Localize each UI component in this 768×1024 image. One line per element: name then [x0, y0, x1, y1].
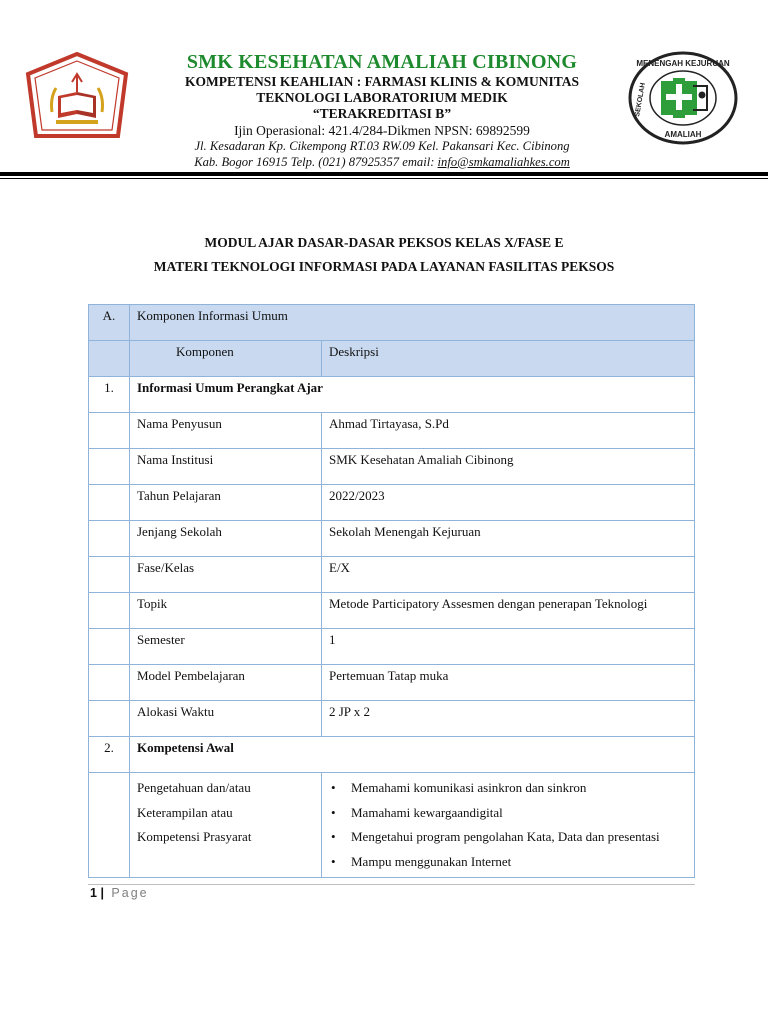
row-label: Alokasi Waktu [130, 701, 322, 737]
page-separator: | [100, 886, 104, 900]
row-value: 2022/2023 [322, 485, 695, 521]
row-label: Fase/Kelas [130, 557, 322, 593]
competency-line: KOMPETENSI KEAHLIAN : FARMASI KLINIS & KOMUNITAS [184, 74, 580, 89]
row-number-empty [89, 521, 130, 557]
section-2-number: 2. [89, 737, 130, 773]
prerequisite-row [89, 773, 695, 878]
prerequisite-list [329, 776, 687, 874]
prerequisite-label-line: Kompetensi Prasyarat [137, 829, 252, 844]
section-1-row [89, 377, 695, 413]
list-item: • Mengetahui program pengolahan Kata, Data dan presentasi [351, 825, 687, 850]
table-row [89, 701, 695, 737]
module-info-table [88, 304, 695, 878]
footer-divider [88, 884, 695, 885]
row-label: Tahun Pelajaran [130, 485, 322, 521]
row-number-empty [89, 413, 130, 449]
page-label: Page [111, 886, 149, 900]
row-value: 1 [322, 629, 695, 665]
column-header-deskripsi: Deskripsi [322, 341, 695, 377]
row-number-empty [89, 449, 130, 485]
row-number-empty [89, 665, 130, 701]
prerequisite-label [130, 773, 322, 878]
table-row [89, 665, 695, 701]
row-number-empty [89, 773, 130, 878]
section-a-row [89, 305, 695, 341]
section-2-row [89, 737, 695, 773]
header-divider-thin [0, 178, 768, 179]
school-name: SMK KESEHATAN AMALIAH CIBINONG [186, 51, 578, 73]
prerequisite-label-line: Pengetahuan dan/atau [137, 780, 251, 795]
row-label: Nama Institusi [130, 449, 322, 485]
address-line-2 [140, 155, 624, 171]
row-number-empty [89, 557, 130, 593]
row-value: Ahmad Tirtayasa, S.Pd [322, 413, 695, 449]
address-line-2-text: Kab. Bogor 16915 Telp. (021) 87925357 email: [194, 154, 438, 169]
header-divider-thick [0, 172, 768, 176]
table-row [89, 593, 695, 629]
row-label: Nama Penyusun [130, 413, 322, 449]
letterhead [140, 50, 624, 170]
row-label: Semester [130, 629, 322, 665]
email-link[interactable]: info@smkamaliahkes.com [437, 154, 570, 169]
table-row [89, 557, 695, 593]
section-2-title: Kompetensi Awal [130, 737, 695, 773]
row-number-empty [89, 701, 130, 737]
row-value: 2 JP x 2 [322, 701, 695, 737]
document-subtitle: MATERI TEKNOLOGI INFORMASI PADA LAYANAN FASILITAS PEKSOS [153, 259, 615, 274]
row-value: Sekolah Menengah Kejuruan [322, 521, 695, 557]
table-row [89, 521, 695, 557]
row-number-empty [89, 485, 130, 521]
table-row [89, 449, 695, 485]
logo-right-text-left: SEKOLAH [634, 82, 647, 118]
list-item: • Mamahami kewargaandigital [351, 801, 687, 826]
logo-right-text-top: MENENGAH KEJURUAN [636, 59, 730, 68]
school-logo-right [627, 50, 739, 146]
row-number-empty [89, 593, 130, 629]
school-logo-left [22, 52, 132, 144]
table-row [89, 413, 695, 449]
list-item: • Mampu menggunakan Internet [351, 850, 687, 875]
table-row [89, 629, 695, 665]
row-value: SMK Kesehatan Amaliah Cibinong [322, 449, 695, 485]
column-header-row [89, 341, 695, 377]
row-label: Topik [130, 593, 322, 629]
section-a-label: A. [89, 305, 130, 341]
logo-right-text-bottom: AMALIAH [664, 130, 702, 139]
program-line: TEKNOLOGI LABORATORIUM MEDIK [256, 90, 508, 105]
row-value: Pertemuan Tatap muka [322, 665, 695, 701]
column-header-komponen: Komponen [130, 341, 322, 377]
prerequisite-label-line: Keterampilan atau [137, 804, 233, 820]
section-a-title: Komponen Informasi Umum [130, 305, 695, 341]
table-row [89, 485, 695, 521]
accreditation-line: “TERAKREDITASI B” [312, 106, 452, 121]
address-line-1: Jl. Kesadaran Kp. Cikempong RT.03 RW.09 Kel. Pakansari Kec. Cibinong [194, 139, 570, 153]
row-value: Metode Participatory Assesmen dengan penerapan Teknologi [322, 593, 695, 629]
column-header-empty [89, 341, 130, 377]
row-number-empty [89, 629, 130, 665]
row-label: Model Pembelajaran [130, 665, 322, 701]
document-title: MODUL AJAR DASAR-DASAR PEKSOS KELAS X/FASE E [204, 235, 564, 250]
list-item: • Memahami komunikasi asinkron dan sinkron [351, 776, 687, 801]
row-value: E/X [322, 557, 695, 593]
row-label: Jenjang Sekolah [130, 521, 322, 557]
section-1-title: Informasi Umum Perangkat Ajar [130, 377, 695, 413]
prerequisite-list-cell [322, 773, 695, 878]
page-footer [90, 886, 149, 900]
license-line: Ijin Operasional: 421.4/284-Dikmen NPSN: 69892599 [234, 123, 530, 138]
page-number: 1 [90, 886, 97, 900]
section-1-number: 1. [89, 377, 130, 413]
